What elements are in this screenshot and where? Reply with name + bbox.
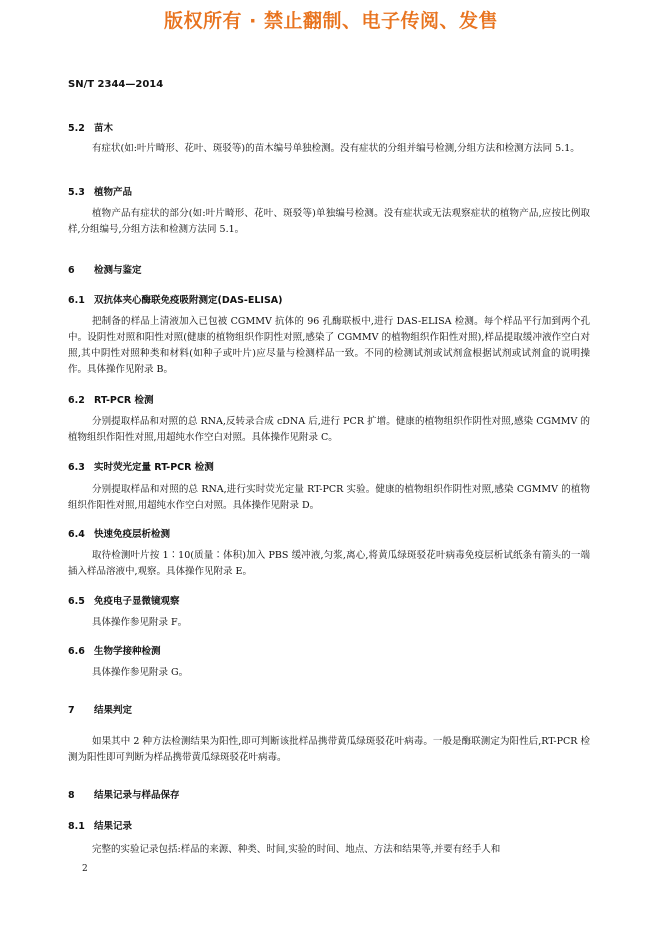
section-para-5-2: 有症状(如:叶片畸形、花叶、斑驳等)的苗木编号单独检测。没有症状的分组并编号检测,分组方法和检测方法同 5.1。 xyxy=(92,143,580,154)
section-heading-8: 8 结果记录与样品保存 xyxy=(68,790,180,801)
section-para-6-3: 分别提取样品和对照的总 RNA,进行实时荧光定量 RT-PCR 实验。健康的植物组织作阴性对照,感染 CGMMV 的植物组织作阳性对照,用超纯水作空白对照。具体操作见附录 D。 xyxy=(68,484,590,511)
section-heading-6-2: 6.2 RT-PCR 检测 xyxy=(68,395,154,406)
section-heading-5-3: 5.3 植物产品 xyxy=(68,187,133,198)
section-para-6-4: 取待检测叶片按 1∶10(质量∶体积)加入 PBS 缓冲液,匀浆,离心,将黄瓜绿斑驳花叶病毒免疫层析试纸条有箭头的一端插入样品溶液中,观察。具体操作见附录 E。 xyxy=(68,550,590,577)
section-heading-5-2: 5.2 苗木 xyxy=(68,123,114,134)
copyright-watermark: 版权所有 · 禁止翻制、电子传阅、发售 xyxy=(164,10,498,32)
section-heading-7: 7 结果判定 xyxy=(68,705,133,716)
section-heading-6-5: 6.5 免疫电子显微镜观察 xyxy=(68,596,180,607)
standard-code: SN/T 2344—2014 xyxy=(68,79,164,90)
section-heading-6: 6 检测与鉴定 xyxy=(68,265,142,276)
section-heading-6-6: 6.6 生物学接种检测 xyxy=(68,646,161,657)
section-para-6-6: 具体操作参见附录 G。 xyxy=(92,667,189,678)
section-para-7: 如果其中 2 种方法检测结果为阳性,即可判断该批样品携带黄瓜绿斑驳花叶病毒。一般是酶联测定为阳性后,RT-PCR 检测为阳性即可判断为样品携带黄瓜绿斑驳花叶病毒。 xyxy=(68,736,590,763)
section-heading-6-3: 6.3 实时荧光定量 RT-PCR 检测 xyxy=(68,462,214,473)
section-para-6-5: 具体操作参见附录 F。 xyxy=(92,617,188,628)
section-para-5-3: 植物产品有症状的部分(如:叶片畸形、花叶、斑驳等)单独编号检测。没有症状或无法观察症状的植物产品,应按比例取样,分组编号,分组方法和检测方法同 5.1。 xyxy=(68,208,590,235)
section-para-6-2: 分别提取样品和对照的总 RNA,反转录合成 cDNA 后,进行 PCR 扩增。健康的植物组织作阴性对照,感染 CGMMV 的植物组织作阳性对照,用超纯水作空白对照。具体操作见附录 C。 xyxy=(68,416,590,443)
section-para-6-1: 把制备的样品上清液加入已包被 CGMMV 抗体的 96 孔酶联板中,进行 DAS-ELISA 检测。每个样品平行加到两个孔中。设阴性对照和阳性对照(健康的植物组织作阴性对照,感染了 CGMMV 的植物组织作阳性对照),样品提取缓冲液作空白对照,其中阴性对照种类和材料(如种子或叶片)应尽量与检测样品一致。不同的检测试剂或试剂盒根据试剂或试剂盒的说明操作。具体操作见附录 B。 xyxy=(68,316,590,375)
section-heading-6-4: 6.4 快速免疫层析检测 xyxy=(68,529,171,540)
section-heading-6-1: 6.1 双抗体夹心酶联免疫吸附测定(DAS-ELISA) xyxy=(68,295,283,306)
section-para-8-1: 完整的实验记录包括:样品的来源、种类、时间,实验的时间、地点、方法和结果等,并要有经手人和 xyxy=(92,844,501,855)
page-number: 2 xyxy=(82,864,88,874)
section-heading-8-1: 8.1 结果记录 xyxy=(68,821,133,832)
